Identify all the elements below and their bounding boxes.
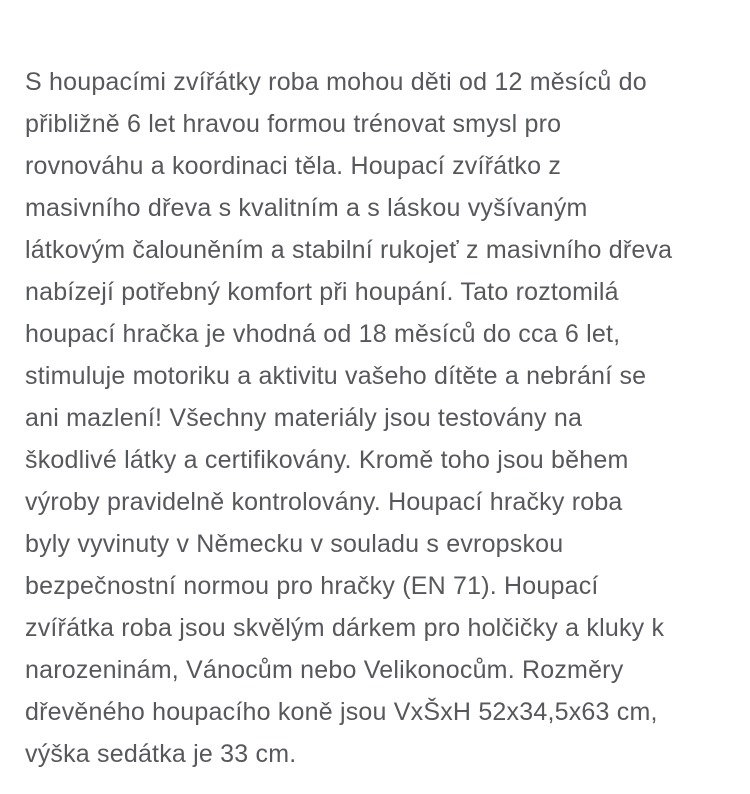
- text-line: S houpacími zvířátky roba mohou děti od 12 měsíců do: [25, 68, 647, 96]
- text-line: nabízejí potřebný komfort při houpání. Tato roztomilá: [25, 278, 619, 306]
- text-line: dřevěného houpacího koně jsou VxŠxH 52x34,5x63 cm,: [25, 698, 658, 726]
- text-line: masivního dřeva s kvalitním a s láskou vyšívaným: [25, 194, 588, 222]
- text-line: stimuluje motoriku a aktivitu vašeho dítěte a nebrání se: [25, 362, 647, 390]
- text-line: látkovým čalouněním a stabilní rukojeť z masivního dřeva: [25, 236, 673, 264]
- text-line: škodlivé látky a certifikovány. Kromě toho jsou během: [25, 446, 629, 474]
- text-line: zvířátka roba jsou skvělým dárkem pro holčičky a kluky k: [25, 614, 665, 642]
- text-line: výška sedátka je 33 cm.: [25, 740, 297, 768]
- text-line: ani mazlení! Všechny materiály jsou testovány na: [25, 404, 583, 432]
- text-line: přibližně 6 let hravou formou trénovat smysl pro: [25, 110, 562, 138]
- text-line: rovnováhu a koordinaci těla. Houpací zvířátko z: [25, 152, 562, 180]
- text-line: narozeninám, Vánocům nebo Velikonocům. Rozměry: [25, 656, 624, 684]
- text-line: byly vyvinuty v Německu v souladu s evropskou: [25, 530, 564, 558]
- text-line: bezpečnostní normou pro hračky (EN 71). Houpací: [25, 572, 599, 600]
- text-line: výroby pravidelně kontrolovány. Houpací hračky roba: [25, 488, 623, 516]
- text-line: houpací hračka je vhodná od 18 měsíců do cca 6 let,: [25, 320, 621, 348]
